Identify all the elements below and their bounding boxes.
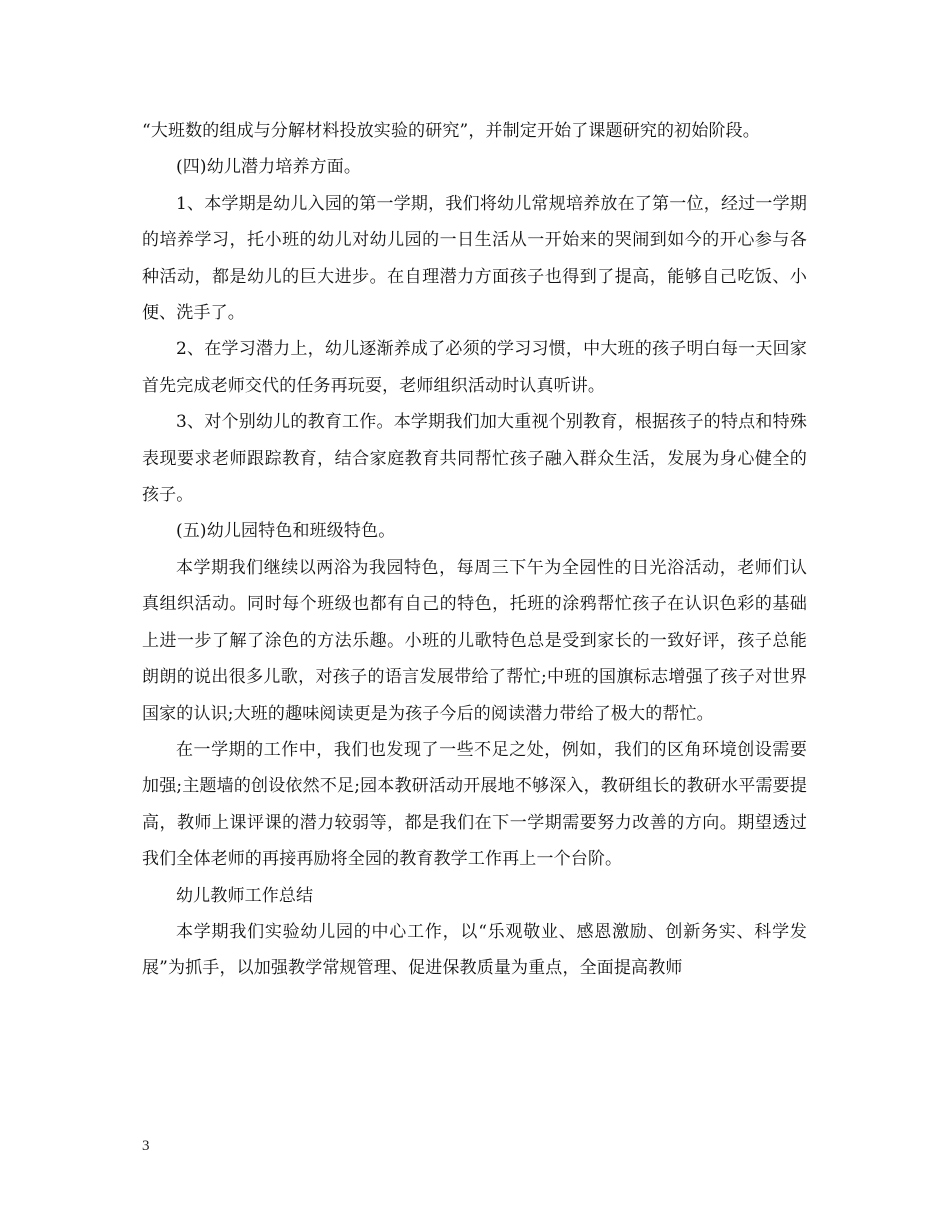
paragraph-item-3: 3、对个别幼儿的教育工作。本学期我们加大重视个别教育，根据孩子的特点和特殊表现要求老师跟踪教育，结合家庭教育共同帮忙孩子融入群众生活，发展为身心健全的孩子。 [142, 412, 807, 506]
paragraph-shortcomings: 在一学期的工作中，我们也发现了一些不足之处，例如，我们的区角环境创设需要加强;主题墙的创设依然不足;园本教研活动开展地不够深入，教研组长的教研水平需要提高，教师上课评课的潜力较弱等，都是我们在下一学期需要努力改善的方向。期望透过我们全体老师的再接再励将全园的教育教学工作再上一个台阶。 [142, 739, 807, 870]
paragraph-summary-intro: 本学期我们实验幼儿园的中心工作，以“乐观敬业、感恩激励、创新务实、科学发展”为抓手，以加强教学常规管理、促进保教质量为重点，全面提高教师 [142, 921, 807, 979]
body-text [142, 113, 807, 987]
section-heading-4: (四)幼儿潜力培养方面。 [176, 157, 362, 178]
section-heading-5: (五)幼儿园特色和班级特色。 [176, 521, 396, 542]
paragraph-item-1: 1、本学期是幼儿入园的第一学期，我们将幼儿常规培养放在了第一位，经过一学期的培养学习，托小班的幼儿对幼儿园的一日生活从一开始来的哭闹到如今的开心参与各种活动，都是幼儿的巨大进步。在自理潜力方面孩子也得到了提高，能够自己吃饭、小便、洗手了。 [142, 193, 807, 324]
section-title-summary: 幼儿教师工作总结 [176, 885, 314, 906]
paragraph-1: “大班数的组成与分解材料投放实验的研究”，并制定开始了课题研究的初始阶段。 [142, 121, 760, 141]
paragraph-features: 本学期我们继续以两浴为我园特色，每周三下午为全园性的日光浴活动，老师们认真组织活动。同时每个班级也都有自己的特色，托班的涂鸦帮忙孩子在认识色彩的基础上进一步了解了涂色的方法乐趣。小班的儿歌特色总是受到家长的一致好评，孩子总能朗朗的说出很多儿歌，对孩子的语言发展带给了帮忙;中班的国旗标志增强了孩子对世界国家的认识;大班的趣味阅读更是为孩子今后的阅读潜力带给了极大的帮忙。 [142, 557, 807, 724]
page-number: 3 [142, 1138, 150, 1154]
paragraph-item-2: 2、在学习潜力上，幼儿逐渐养成了必须的学习习惯，中大班的孩子明白每一天回家首先完成老师交代的任务再玩耍，老师组织活动时认真听讲。 [142, 339, 807, 396]
